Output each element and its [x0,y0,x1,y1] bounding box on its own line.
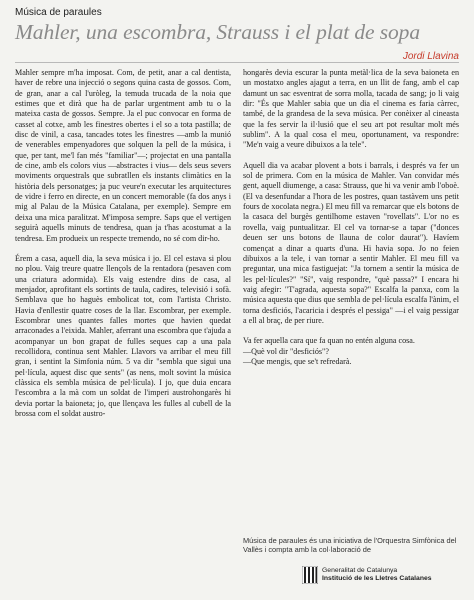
paragraph: Érem a casa, aquell dia, la seva música i jo. El cel estava si plou no plou. Vaig treure quatre llençols de la rentadora (pesaven com una criatura adormida). Els vaig estendre dins de casa, al menjador, aprofitant els sortints de taula, cadires, televisió i sofà. Semblava que ho haguès embolicat tot, com l'artista Christo. Havia d'enllestir quatre coses de la llar. Escombrar, per exemple. Escombrar unes quantes falles mortes que havien quedat arraconades a l'eixida. Mahler, aferrant una escombra que t'ajuda a acompanyar un bon grapat de fulles seques cap a una pala recollidora, continua sent Mahler. Llavors va arribar el meu fill gran, i sentint la Simfonia núm. 5 va dir "sembla que sigui una pel·lícula, aquest disc que sents" (as nens, molt sovint la música clàssica els sembla música de pel·lícula). I jo, que duia encara l'escombra a la mà com un soldat de l'imperi austrohongarès hi devia portar la baioneta; jo, que llençava les fulles al cubell de la brossa com el soldat austro- [15,253,231,418]
institution-logo [302,566,432,584]
author-name: Jordi Llavina [402,51,459,62]
left-column [15,68,231,419]
header-divider [15,62,459,63]
logo-line-2: Institució de les Lletres Catalanes [322,575,432,582]
paragraph: Va fer aquella cara que fa quan no entén alguna cosa. —Què vol dir "desficiós"? —Que mengis, que se't refredarà. [243,336,415,366]
logo-line-1: Generalitat de Catalunya [322,567,398,574]
paragraph: hongarès devia escurar la punta metàl·lica de la seva baioneta en un mostatxo angles ajagut a terra, en un llit de fang, amb el cap damunt un sac esventrat de sorra molla, tacada de sang; jo li vaig dir: "És que Mahler sabia que un dia el cinema es faria càrrec, també, de la grandesa de la seva música. Per conèixer al cineasta que la fes servir la il·lusió que el seu art pot resultar molt més sublim". A la qual cosa el meu, oportunament, va respondre: "Me'n vaig a veure dibuixos a la tele". [243,68,459,150]
article-title: Mahler, una escombra, Strauss i el plat de sopa [15,20,420,44]
paragraph: Mahler sempre m'ha imposat. Com, de petit, anar a cal dentista, haver de rebre una injecció o segons quina casta de gossos. Com, de gran, anar a cal l'uròleg, la temuda trucada de la noia que estimes que et dirà que ha de parlar urgentment amb tu o la mateixa casta de gossos. Sempre. Ja el puc convocar en forma de casset al cotxe, amb les finestres obertes i el so a tota pastilla; de disc de vinil, a casa, tancades totes les finestres —amb la munió de venerables empenyadores que solquen la pell de la música, i que, per tant, me'l fan més "familiar"—; projectat en una pantalla de cine, amb els colors vius —abstractes i vius— dels seus severs moviments orquestrals que subratllen els instants climàtics en la història dels personatges; ja puc veure'n executar les arquitectures de vidre i ferro en directe, en un concert memorable (fa dos anys i mig al Palau de la Música Catalana, per exemple). Sempre em deixa una mica paralitzat. M'imposa sempre. Saps que el vertigen seguirà aquells minuts de tendresa, quan ja t'has acostumat a la tendresa. Em produeix un respecte tremendo, no sé com dir-ho. [15,68,231,243]
section-label: Música de paraules [15,7,102,18]
generalitat-flag-icon [302,566,318,584]
paragraph: Aquell dia va acabar plovent a bots i barrals, i després va fer un sol de primera. Com en la música de Mahler. Van convidar més gent, aquell diumenge, a casa: Strauss, que hi va venir amb l'oboè. (El va desenfundar a l'hora de les postres, quan tastàvem uns petit fours de xocolata negra.) El meu fill va remarcar que els botons de la casaca del burgès gentilhome estaven "rovellats". L'or no es rovella, vaig puntualitzar. El cel va tornar-se a tapar ("donces deuen ser uns botons de llauna de color daurat"). Havíem començat a dinar a quarts d'una. Hi havia sopa. Jo no feien dibuixos a la tele, i van tornar a sentir Mahler. El meu fill va preguntar, una mica fastiguejat: "Ja tornem a sentir la música de les pel·lícules?" "Sí", vaig respondre, "què passa?" I encara hi vaig afegir: "T'agrada, aquesta sopa?" Escalfa la panxa, com la música aquesta que dius que sembla de pel·lícula escalfa l'ànim, el torna desficiós, l'acaricia i després el pessiga" —i el vaig pessigar a ell al braç, de per riure. [243,160,459,325]
right-column [243,68,459,367]
credits-note: Música de paraules és una iniciativa de l'Orquestra Simfònica del Vallès i compta amb la col·laboració de [243,536,457,555]
